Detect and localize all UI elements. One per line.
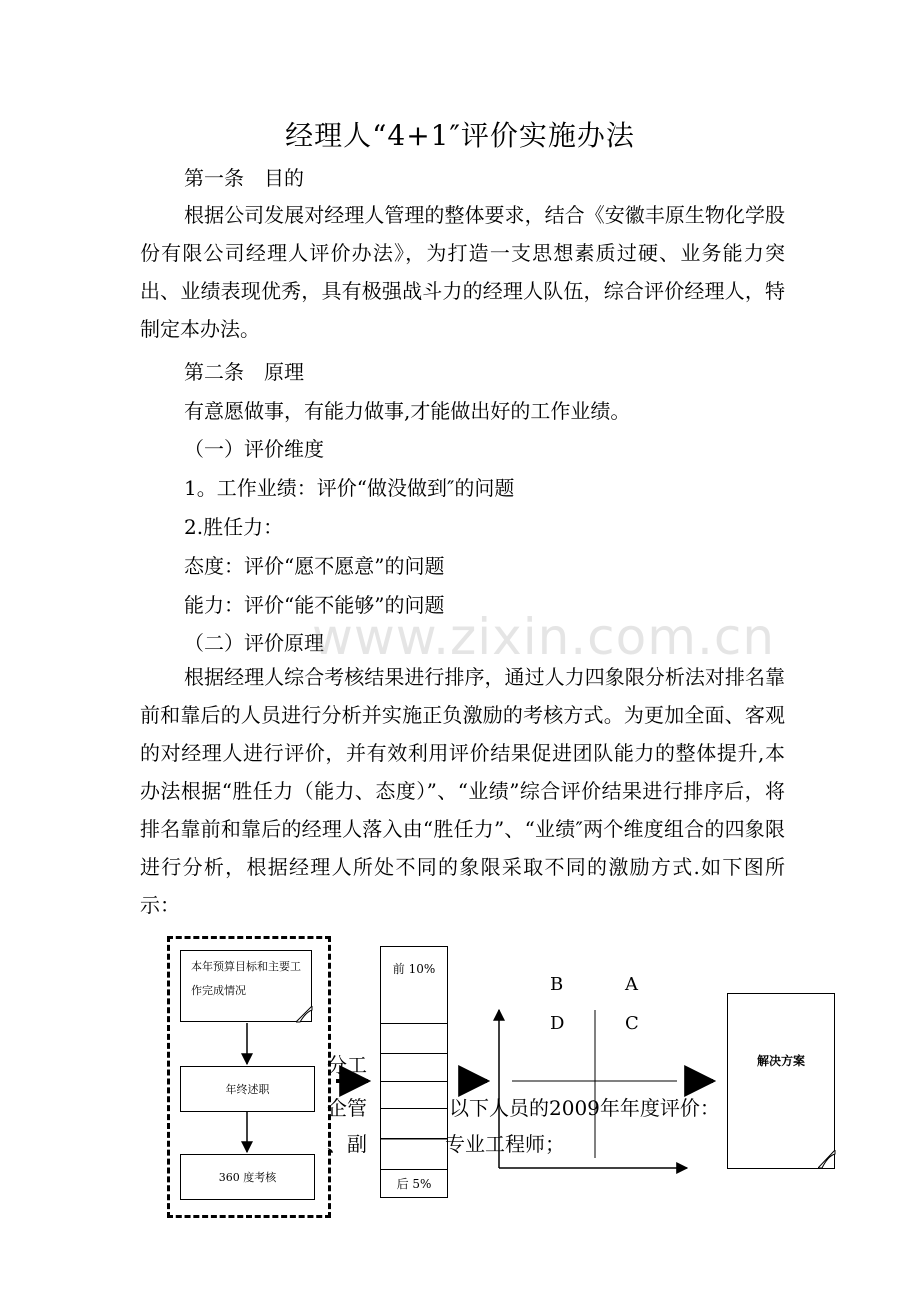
- quadrant-d-label: D: [550, 1013, 565, 1034]
- step-year-end-report: [180, 1066, 315, 1112]
- solution-fold: [818, 1150, 836, 1170]
- article2-body: 有意愿做事，有能力做事,才能做出好的工作业绩。: [184, 399, 631, 423]
- underlying-text-1: 分工: [327, 1053, 367, 1077]
- underlying-text-5: 专业工程师；: [445, 1132, 565, 1156]
- article1-body: 根据公司发展对经理人管理的整体要求，结合《安徽丰原生物化学股份有限公司经理人评价办法》，为打造一支思想素质过硬、业务能力突出、业绩表现优秀，具有极强战斗力的经理人队伍，综合评价经理人，特制定本办法。: [140, 203, 785, 341]
- quadrant-c-label: C: [625, 1013, 639, 1034]
- solution-label: 解决方案: [756, 1054, 805, 1068]
- rank-cell: [381, 1138, 447, 1170]
- rank-cell: [381, 1023, 447, 1054]
- step-budget-goals-label: 本年预算目标和主要工作完成情况: [191, 960, 301, 997]
- quadrant-a-label: A: [625, 974, 638, 995]
- item-attitude: 态度：评价“愿不愿意”的问题: [184, 554, 445, 578]
- item-ability: 能力：评价“能不能够”的问题: [184, 593, 445, 617]
- rank-cell: [381, 1108, 447, 1139]
- underlying-text-3: 以下人员的2009年年度评价：: [449, 1096, 720, 1120]
- rank-bottom-cell: [381, 1169, 447, 1197]
- section2-body: 根据经理人综合考核结果进行排序，通过人力四象限分析法对排名靠前和靠后的人员进行分析并实施正负激励的考核方式。为更加全面、客观的对经理人进行评价，并有效利用评价结果促进团队能力的整体提升,本办法根据“胜任力（能力、态度）”、“业绩”综合评价结果进行排序后，将排名靠前和靠后的经理人落入由“胜任力”、“业绩″两个维度组合的四象限进行分析，根据经理人所处不同的象限采取不同的激励方式.如下图所示：: [140, 665, 785, 917]
- ranking-column: [380, 946, 448, 1198]
- article1-heading: 第一条 目的: [184, 166, 304, 190]
- section1-heading: （一）评价维度: [184, 437, 324, 461]
- section2-heading: （二）评价原理: [184, 631, 324, 655]
- step-360-review-label: 360 度考核: [218, 1171, 277, 1184]
- rank-bottom-label: 后 5%: [396, 1177, 432, 1191]
- rank-cell: [381, 1053, 447, 1082]
- solution-document: [727, 993, 835, 1169]
- quadrant-b-label: B: [550, 974, 564, 995]
- item-work-performance: 1。工作业绩：评价“做没做到″的问题: [184, 476, 515, 500]
- watermark: www.zixin.com.cn: [312, 608, 776, 666]
- item-competency: 2.胜任力：: [184, 515, 284, 539]
- underlying-text-4: 、副: [327, 1132, 367, 1156]
- rank-cell: [381, 1081, 447, 1109]
- page-title: 经理人“4+1″评价实施办法: [285, 119, 635, 152]
- article2-heading: 第二条 原理: [184, 360, 304, 384]
- rank-top-label: 前 10%: [392, 962, 436, 976]
- step-360-review: [180, 1154, 315, 1200]
- underlying-text-2: 企管: [327, 1096, 367, 1120]
- rank-top-cell: [381, 947, 447, 1024]
- step-year-end-report-label: 年终述职: [225, 1083, 270, 1096]
